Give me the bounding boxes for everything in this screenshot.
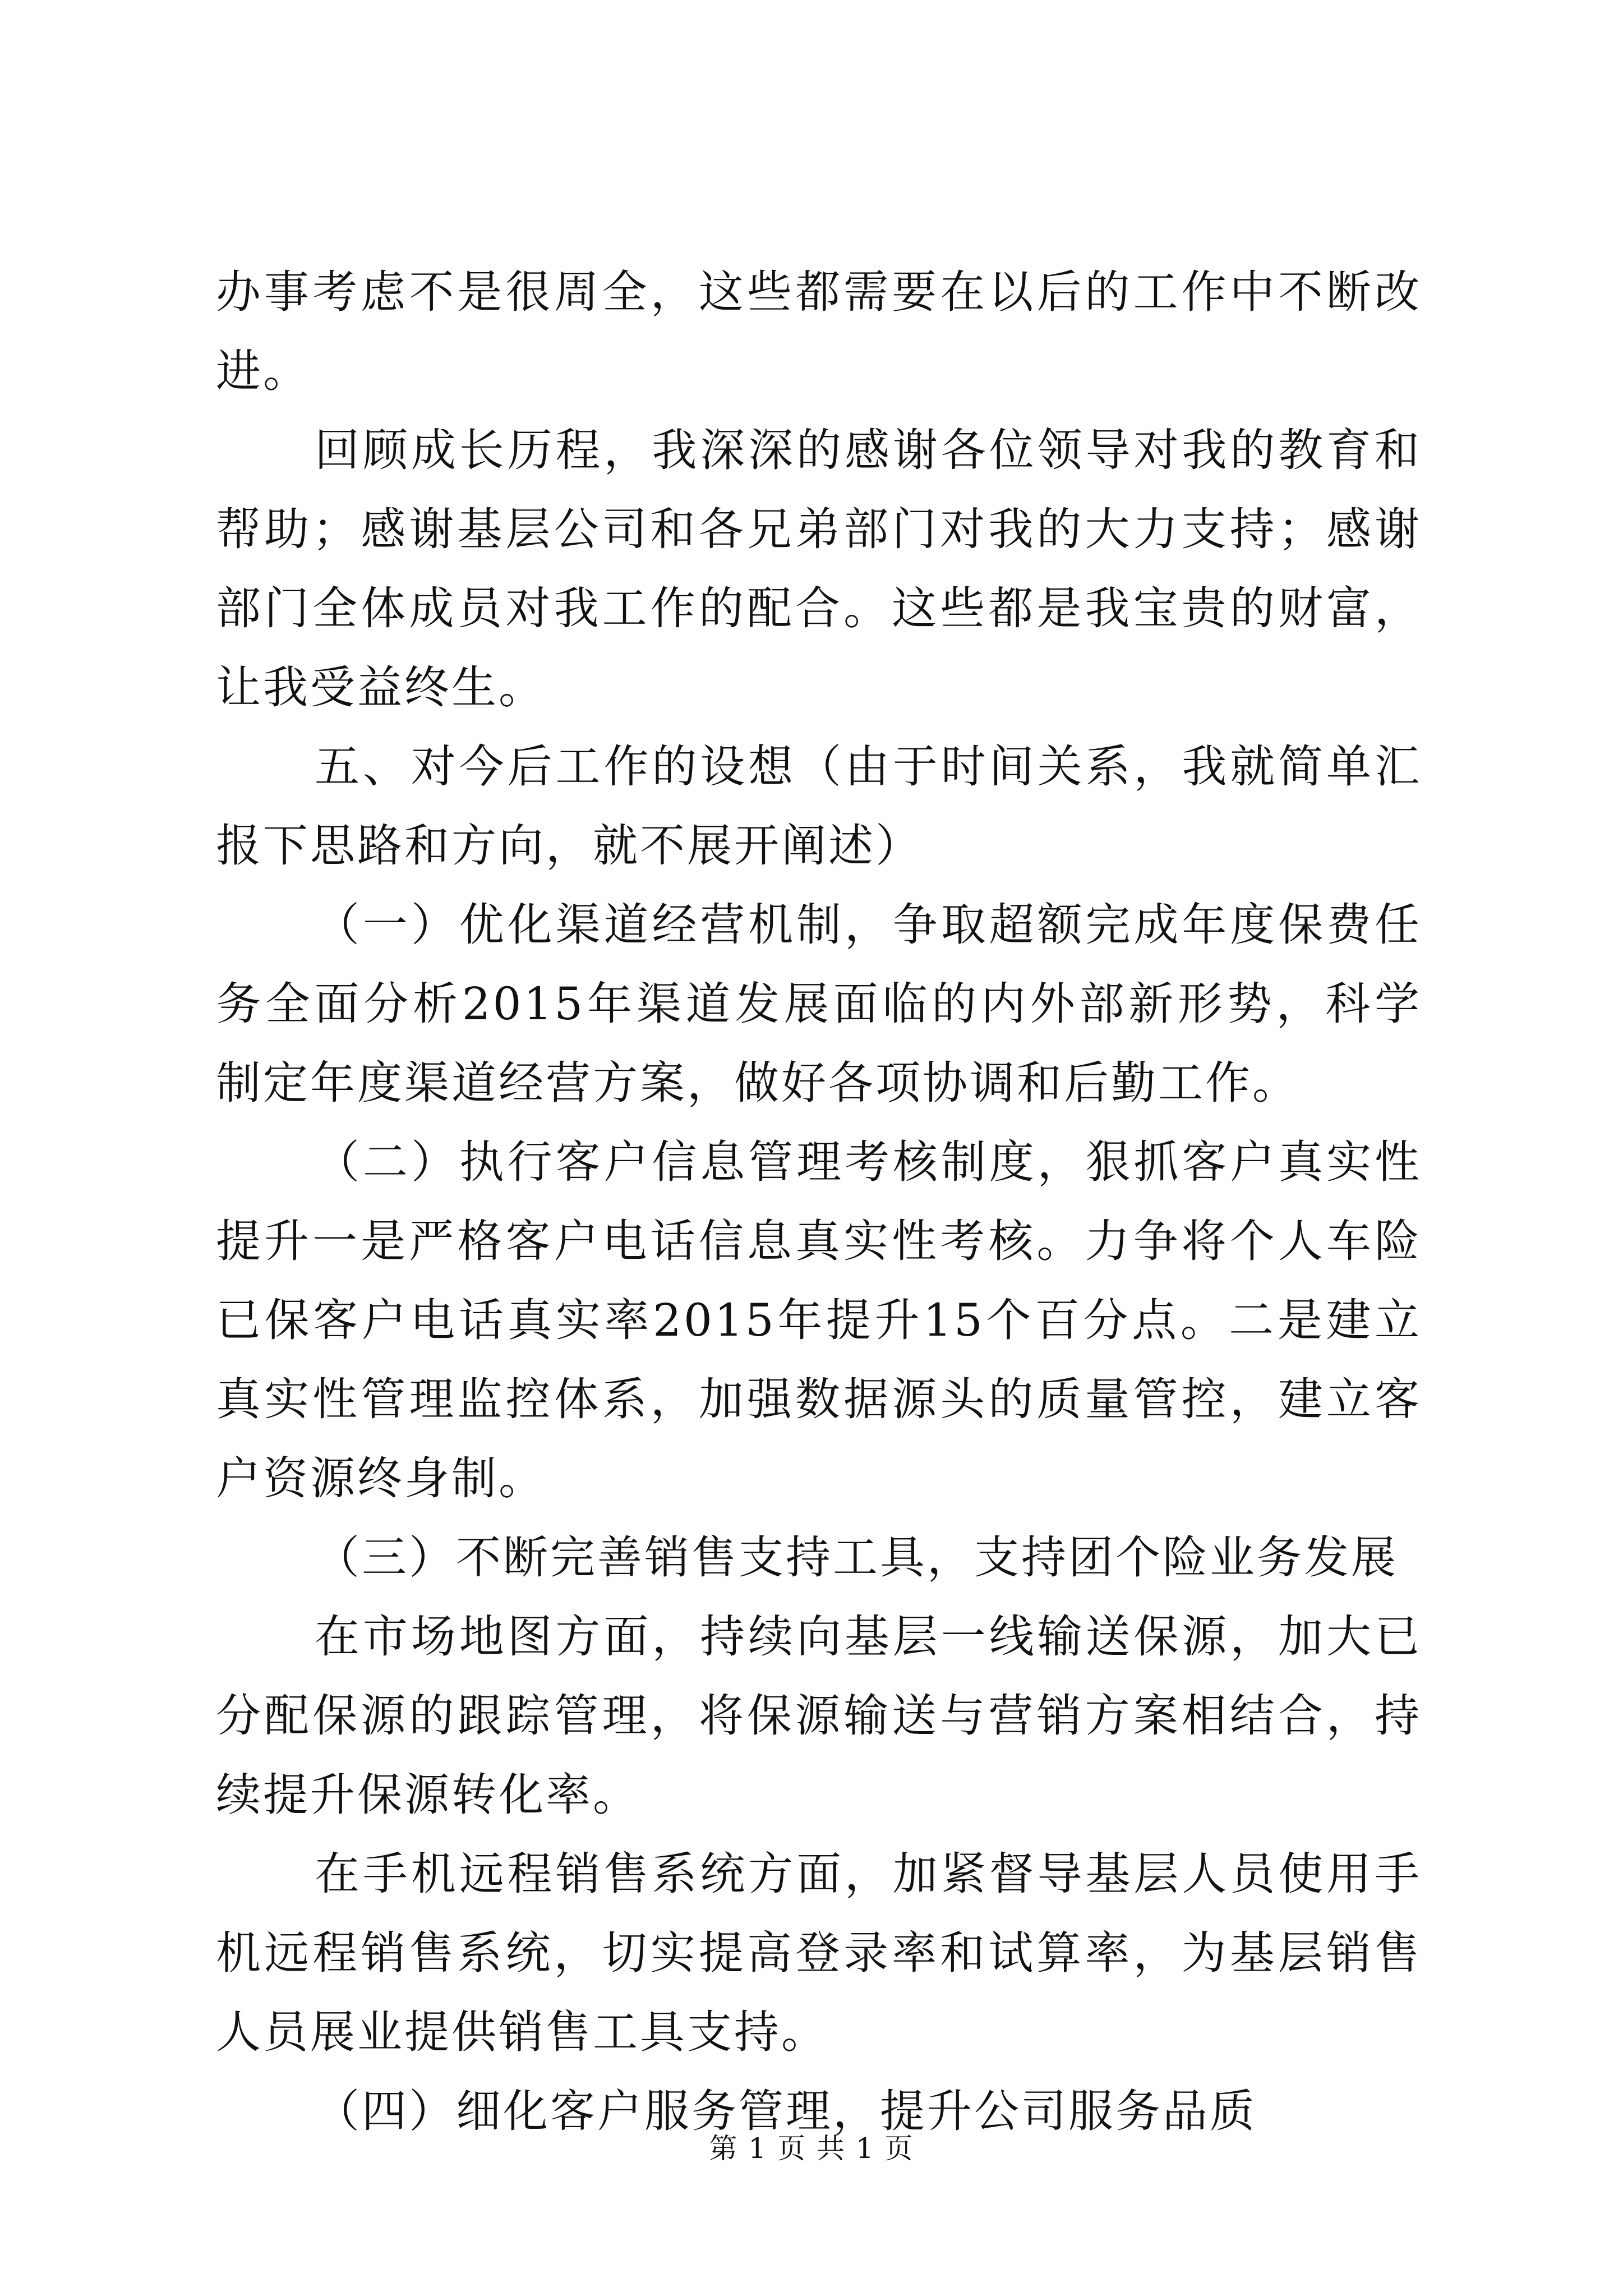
- paragraph-section-five-heading: 五、对今后工作的设想（由于时间关系，我就简单汇报下思路和方向，就不展开阐述）: [216, 740, 1422, 872]
- paragraph-item-four-heading: （四）细化客户服务管理，提升公司服务品质: [315, 2085, 1257, 2137]
- page-footer: 第 1 页 共 1 页: [709, 2132, 914, 2165]
- paragraph-market-map: 在市场地图方面，持续向基层一线输送保源，加大已分配保源的跟踪管理，将保源输送与营销方案相结合，持续提升保源转化率。: [216, 1611, 1422, 1821]
- paragraph-item-three-heading: （三）不断完善销售支持工具，支持团个险业务发展: [315, 1531, 1398, 1584]
- paragraph-item-one: （一）优化渠道经营机制，争取超额完成年度保费任务全面分析2015年渠道发展面临的内外部新形势，科学制定年度渠道经营方案，做好各项协调和后勤工作。: [216, 899, 1422, 1109]
- paragraph-gratitude: 回顾成长历程，我深深的感谢各位领导对我的教育和帮助；感谢基层公司和各兄弟部门对我的大力支持；感谢部门全体成员对我工作的配合。这些都是我宝贵的财富，让我受益终生。: [216, 424, 1422, 714]
- paragraph-item-two: （二）执行客户信息管理考核制度，狠抓客户真实性提升一是严格客户电话信息真实性考核。力争将个人车险已保客户电话真实率2015年提升15个百分点。二是建立真实性管理监控体系，加强数据源头的质量管控，建立客户资源终身制。: [216, 1136, 1422, 1504]
- document-body: [216, 252, 1422, 2151]
- paragraph-closing-remark: 办事考虑不是很周全，这些都需要在以后的工作中不断改进。: [216, 266, 1422, 397]
- paragraph-mobile-sales: 在手机远程销售系统方面，加紧督导基层人员使用手机远程销售系统，切实提高登录率和试算率，为基层销售人员展业提供销售工具支持。: [216, 1848, 1422, 2058]
